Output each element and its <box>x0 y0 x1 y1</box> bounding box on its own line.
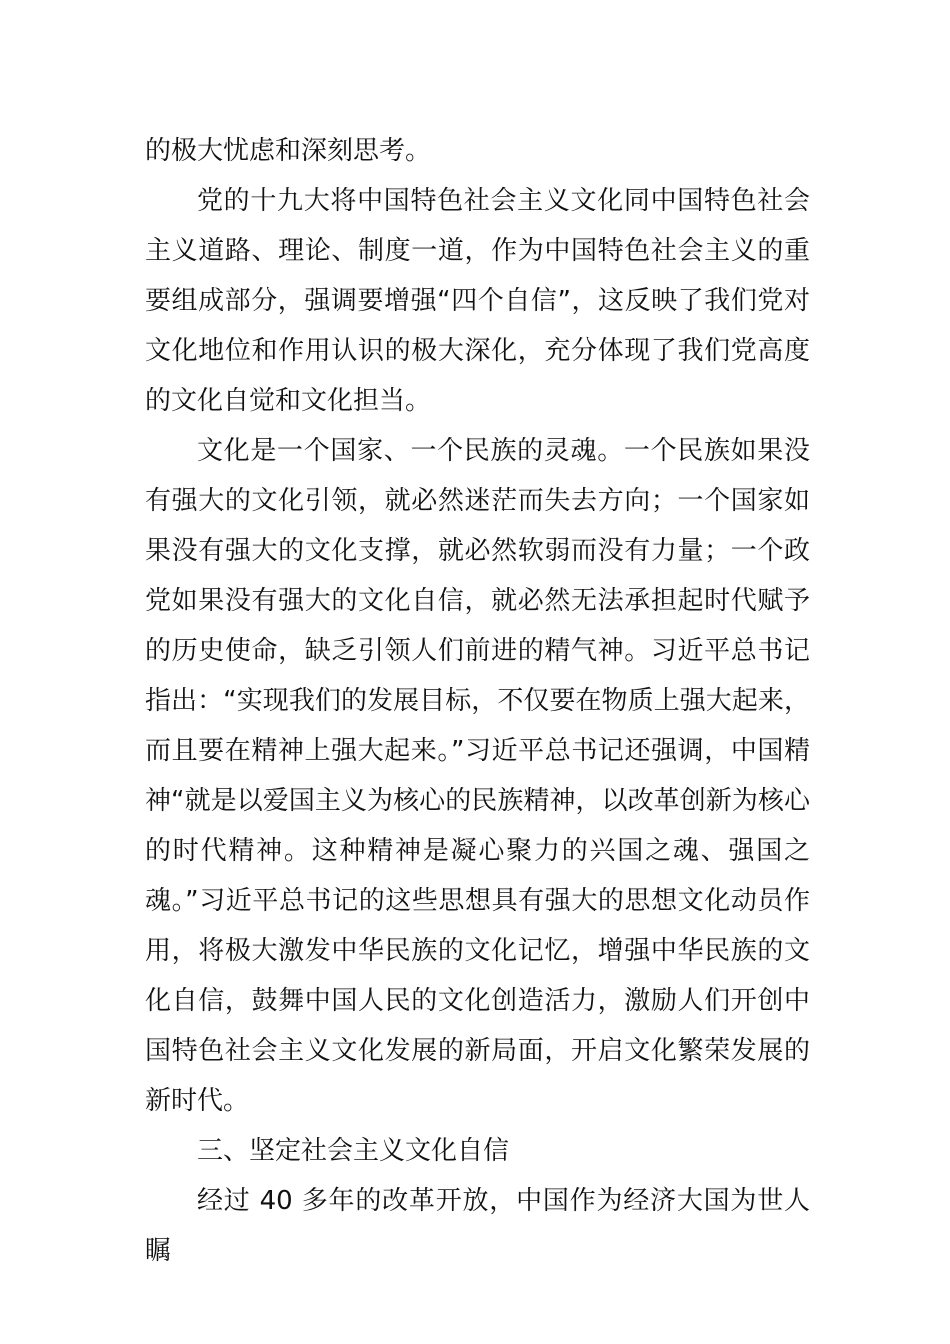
document-body <box>145 126 810 1276</box>
paragraph-culture-soul: 文化是一个国家、一个民族的灵魂。一个民族如果没有强大的文化引领，就必然迷茫而失去方向；一个国家如果没有强大的文化支撑，就必然软弱而没有力量；一个政党如果没有强大的文化自信，就必然无法承担起时代赋予的历史使命，缺乏引领人们前进的精气神。习近平总书记指出：“实现我们的发展目标，不仅要在物质上强大起来，而且要在精神上强大起来。”习近平总书记还强调，中国精神“就是以爱国主义为核心的民族精神，以改革创新为核心的时代精神。这种精神是凝心聚力的兴国之魂、强国之魂。”习近平总书记的这些思想具有强大的思想文化动员作用，将极大激发中华民族的文化记忆，增强中华民族的文化自信，鼓舞中国人民的文化创造活力，激励人们开创中国特色社会主义文化发展的新局面，开启文化繁荣发展的新时代。 <box>145 436 810 1116</box>
section-heading: 三、坚定社会主义文化自信 <box>197 1136 510 1166</box>
paragraph-continuation: 的极大忧虑和深刻思考。 <box>145 136 432 166</box>
paragraph-reform-opening: 经过 40 多年的改革开放，中国作为经济大国为世人瞩 <box>145 1186 810 1266</box>
paragraph-nineteenth-congress: 党的十九大将中国特色社会主义文化同中国特色社会主义道路、理论、制度一道，作为中国特色社会主义的重要组成部分，强调要增强“四个自信”，这反映了我们党对文化地位和作用认识的极大深化，充分体现了我们党高度的文化自觉和文化担当。 <box>145 186 810 416</box>
